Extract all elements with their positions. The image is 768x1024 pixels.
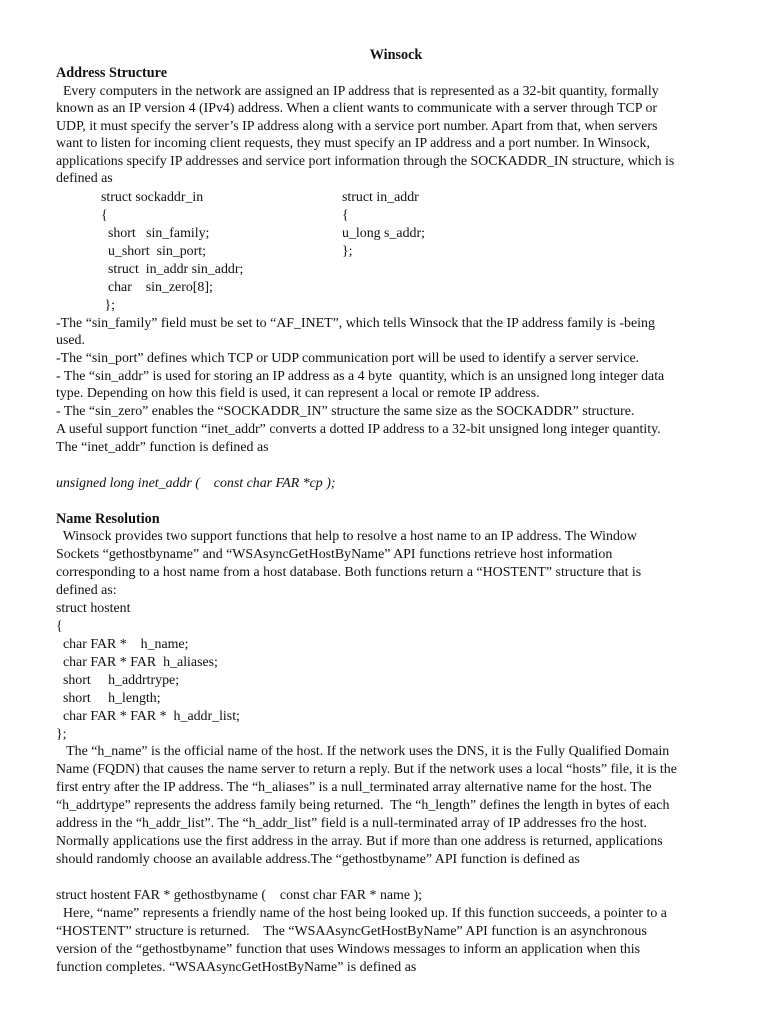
code-line-sockaddr: struct sockaddr_in	[101, 190, 204, 205]
code-line-hostent: short h_length;	[56, 691, 161, 706]
code-line-hostent: };	[56, 727, 67, 742]
paragraph-line: “h_addrtype” represents the address family being returned. The “h_length” defines the length in bytes of each	[56, 798, 670, 813]
paragraph-line: Name (FQDN) that causes the name server to return a reply. But if the network uses a local “hosts” file, it is the	[56, 762, 677, 777]
inet-addr-signature: unsigned long inet_addr ( const char FAR *cp );	[56, 476, 336, 491]
paragraph-line: want to listen for incoming client requests, they must specify an IP address and a port number. In Winsock,	[56, 136, 650, 151]
code-line-hostent: char FAR * h_name;	[56, 637, 189, 652]
section-heading-name-resolution: Name Resolution	[56, 511, 160, 527]
note-line: - The “sin_zero” enables the “SOCKADDR_IN” structure the same size as the SOCKADDR” structure.	[56, 404, 635, 419]
paragraph-line: “HOSTENT” structure is returned. The “WSAAsyncGetHostByName” API function is an asynchronous	[56, 924, 647, 939]
paragraph-line: Here, “name” represents a friendly name of the host being looked up. If this function succeeds, a pointer to a	[56, 906, 667, 921]
paragraph-line: version of the “gethostbyname” function that uses Windows messages to inform an application when this	[56, 942, 641, 957]
code-line-sockaddr: char sin_zero[8];	[101, 280, 213, 295]
note-line: - The “sin_addr” is used for storing an IP address as a 4 byte quantity, which is an unsigned long integer data	[56, 369, 665, 384]
paragraph-line: first entry after the IP address. The “h_aliases” is a null_terminated array alternative name for the host. The	[56, 780, 652, 795]
paragraph-line: defined as	[56, 171, 113, 186]
paragraph-line: function completes. “WSAAsyncGetHostByName” is defined as	[56, 960, 417, 975]
code-line-sockaddr: {	[101, 208, 108, 223]
code-line-sockaddr: };	[101, 298, 115, 313]
code-line-sockaddr: short sin_family;	[101, 226, 210, 241]
paragraph-line: address in the “h_addr_list”. The “h_addr_list” field is a null-terminated array of IP addresses fro the host.	[56, 816, 647, 831]
paragraph-line: UDP, it must specify the server’s IP address along with a service port number. Apart from that, when servers	[56, 119, 658, 134]
paragraph-line: known as an IP version 4 (IPv4) address. When a client wants to communicate with a server through TCP or	[56, 101, 658, 116]
note-line: -The “sin_port” defines which TCP or UDP communication port will be used to identify a server service.	[56, 351, 640, 366]
code-line-in-addr: u_long s_addr;	[342, 226, 425, 241]
code-line-in-addr: };	[342, 244, 353, 259]
note-line: type. Depending on how this field is used, it can represent a local or remote IP address.	[56, 386, 540, 401]
paragraph-line: The “h_name” is the official name of the host. If the network uses the DNS, it is the Fully Qualified Domain	[56, 744, 670, 759]
note-line: The “inet_addr” function is defined as	[56, 440, 269, 455]
code-line-hostent: {	[56, 619, 63, 634]
paragraph-line: corresponding to a host name from a host database. Both functions return a “HOSTENT” structure that is	[56, 565, 642, 580]
note-line: -The “sin_family” field must be set to “AF_INET”, which tells Winsock that the IP address family is -being	[56, 316, 655, 331]
document-title: Winsock	[369, 47, 423, 63]
paragraph-line: applications specify IP addresses and service port information through the SOCKADDR_IN structure, which is	[56, 154, 675, 169]
paragraph-line: Sockets “gethostbyname” and “WSAsyncGetHostByName” API functions retrieve host information	[56, 547, 613, 562]
code-line-hostent: char FAR * FAR * h_addr_list;	[56, 709, 240, 724]
section-heading-address-structure: Address Structure	[56, 65, 168, 81]
code-line-hostent: char FAR * FAR h_aliases;	[56, 655, 218, 670]
paragraph-line: Every computers in the network are assigned an IP address that is represented as a 32-bit quantity, formally	[56, 84, 659, 99]
note-line: used.	[56, 333, 85, 348]
paragraph-line: Winsock provides two support functions that help to resolve a host name to an IP address. The Window	[56, 529, 637, 544]
gethostbyname-signature: struct hostent FAR * gethostbyname ( const char FAR * name );	[56, 888, 422, 903]
code-line-in-addr: {	[342, 208, 349, 223]
code-line-hostent: short h_addrtrype;	[56, 673, 180, 688]
paragraph-line: should randomly choose an available address.The “gethostbyname” API function is defined as	[56, 852, 580, 867]
code-line-sockaddr: struct in_addr sin_addr;	[101, 262, 244, 277]
paragraph-line: defined as:	[56, 583, 117, 598]
code-line-in-addr: struct in_addr	[342, 190, 419, 205]
code-line-hostent: struct hostent	[56, 601, 131, 616]
code-line-sockaddr: u_short sin_port;	[101, 244, 206, 259]
note-line: A useful support function “inet_addr” converts a dotted IP address to a 32-bit unsigned long integer quantity.	[56, 422, 661, 437]
paragraph-line: Normally applications use the first address in the array. But if more than one address is returned, applications	[56, 834, 663, 849]
